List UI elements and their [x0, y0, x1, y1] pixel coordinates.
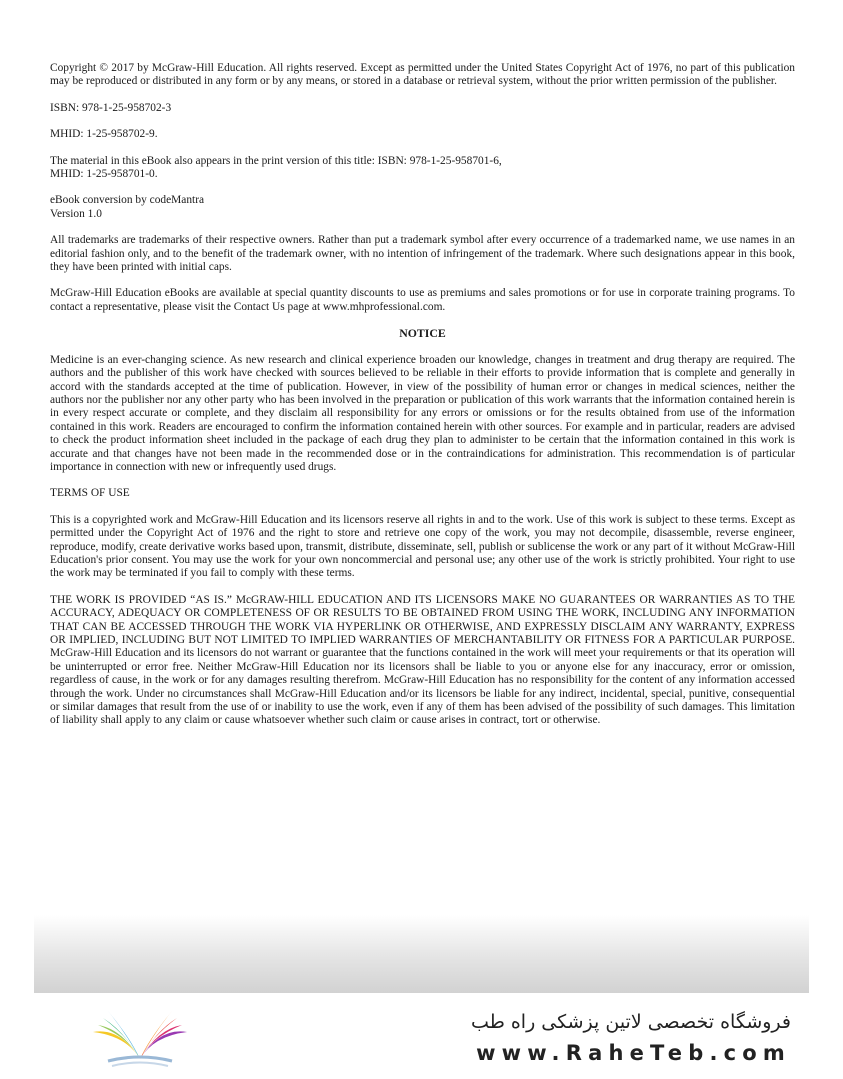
- terms-body: This is a copyrighted work and McGraw-Hill Education and its licensors reserve all rights in and to the work. Use of this work is subject to these terms. Except as permitted under the Copyright Act of 1976 and the right to store and retrieve one copy of the work, you may not decompile, disassemble, reverse engineer, reproduce, modify, create derivative works based upon, transmit, distribute, disseminate, sell, publish or sublicense the work or any part of it without McGraw-Hill Education's prior consent. You may use the work for your own noncommercial and personal use; any other use of the work is strictly prohibited. Your right to use the work may be terminated if you fail to comply with these terms.: [50, 513, 795, 580]
- terms-disclaimer: THE WORK IS PROVIDED “AS IS.” McGRAW-HILL EDUCATION AND ITS LICENSORS MAKE NO GUARANTEES OR WARRANTIES AS TO THE ACCURACY, ADEQUACY OR COMPLETENESS OF OR RESULTS TO BE OBTAINED FROM USING THE WORK, INCLUDING ANY INFORMATION THAT CAN BE ACCESSED THROUGH THE WORK VIA HYPERLINK OR OTHERWISE, AND EXPRESSLY DISCLAIM ANY WARRANTY, EXPRESS OR IMPLIED, INCLUDING BUT NOT LIMITED TO IMPLIED WARRANTIES OF MERCHANTABILITY OR FITNESS FOR A PARTICULAR PURPOSE. McGraw-Hill Education and its licensors do not warrant or guarantee that the functions contained in the work will meet your requirements or that its operation will be uninterrupted or error free. Neither McGraw-Hill Education nor its licensors shall be liable to you or anyone else for any inaccuracy, error or omission, regardless of cause, in the work or for any damages resulting therefrom. McGraw-Hill Education has no responsibility for the content of any information accessed through the work. Under no circumstances shall McGraw-Hill Education and/or its licensors be liable for any indirect, incidental, special, punitive, consequential or similar damages that result from the use of or inability to use the work, even if any of them has been advised of the possibility of such damages. This limitation of liability shall apply to any claim or cause whatsoever whether such claim or cause arises in contract, tort or otherwise.: [50, 593, 795, 727]
- logo-page-right: [140, 1031, 187, 1059]
- copyright-page: [50, 62, 795, 741]
- store-banner[interactable]: [0, 993, 843, 1079]
- store-url-link[interactable]: www.RaheTeb.com: [476, 1041, 791, 1065]
- print-version-note: [50, 155, 795, 182]
- conversion-line-2: Version 1.0: [50, 207, 102, 220]
- store-name: فروشگاه تخصصی لاتین پزشکی راه طب: [471, 1011, 791, 1033]
- terms-heading: TERMS OF USE: [50, 487, 130, 500]
- open-book-rainbow-icon: [78, 1003, 202, 1069]
- conversion-line-1: eBook conversion by codeMantra: [50, 194, 205, 207]
- conversion-note: [50, 194, 795, 221]
- logo-page-left: [98, 1025, 140, 1059]
- footer-shadow: [34, 915, 809, 993]
- notice-heading: NOTICE: [399, 326, 446, 341]
- isbn: ISBN: 978-1-25-958702-3: [50, 101, 172, 114]
- print-version-line-2: MHID: 1-25-958701-0.: [50, 168, 158, 181]
- notice-body: Medicine is an ever-changing science. As new research and clinical experience broaden our knowledge, changes in treatment and drug therapy are required. The authors and the publisher of this work have checked with sources believed to be reliable in their efforts to provide information that is complete and generally in accord with the standards accepted at the time of publication. However, in view of the possibility of human error or changes in medical sciences, neither the authors nor the publisher nor any other party who has been involved in the preparation or publication of this work warrants that the information contained herein is in every respect accurate or complete, and they disclaim all responsibility for any errors or omissions or for the results obtained from use of the information contained in this work. Readers are encouraged to confirm the information contained herein with other sources. For example and in particular, readers are advised to check the product information sheet included in the package of each drug they plan to administer to be certain that the information contained in this work is accurate and that changes have not been made in the recommended dose or in the contraindications for administration. This recommendation is of particular importance in connection with new or infrequently used drugs.: [50, 353, 795, 473]
- trademarks-paragraph: All trademarks are trademarks of their respective owners. Rather than put a trademark symbol after every occurrence of a trademarked name, we use names in an editorial fashion only, and to the benefit of the trademark owner, with no intention of infringement of the trademark. Where such designations appear in this book, they have been printed with initial caps.: [50, 234, 795, 274]
- discounts-paragraph: McGraw-Hill Education eBooks are available at special quantity discounts to use as premiums and sales promotions or for use in corporate training programs. To contact a representative, please visit the Contact Us page at www.mhprofessional.com.: [50, 287, 795, 313]
- mhid: MHID: 1-25-958702-9.: [50, 128, 158, 141]
- copyright-statement: Copyright © 2017 by McGraw-Hill Education. All rights reserved. Except as permitted under the United States Copyright Act of 1976, no part of this publication may be reproduced or distributed in any form or by any means, or stored in a database or retrieval system, without the prior written permission of the publisher.: [50, 62, 795, 88]
- print-version-line-1: The material in this eBook also appears in the print version of this title: ISBN: 978-1-25-958701-6,: [50, 154, 502, 167]
- logo-page-left: [93, 1031, 140, 1059]
- logo-page-right: [140, 1025, 182, 1059]
